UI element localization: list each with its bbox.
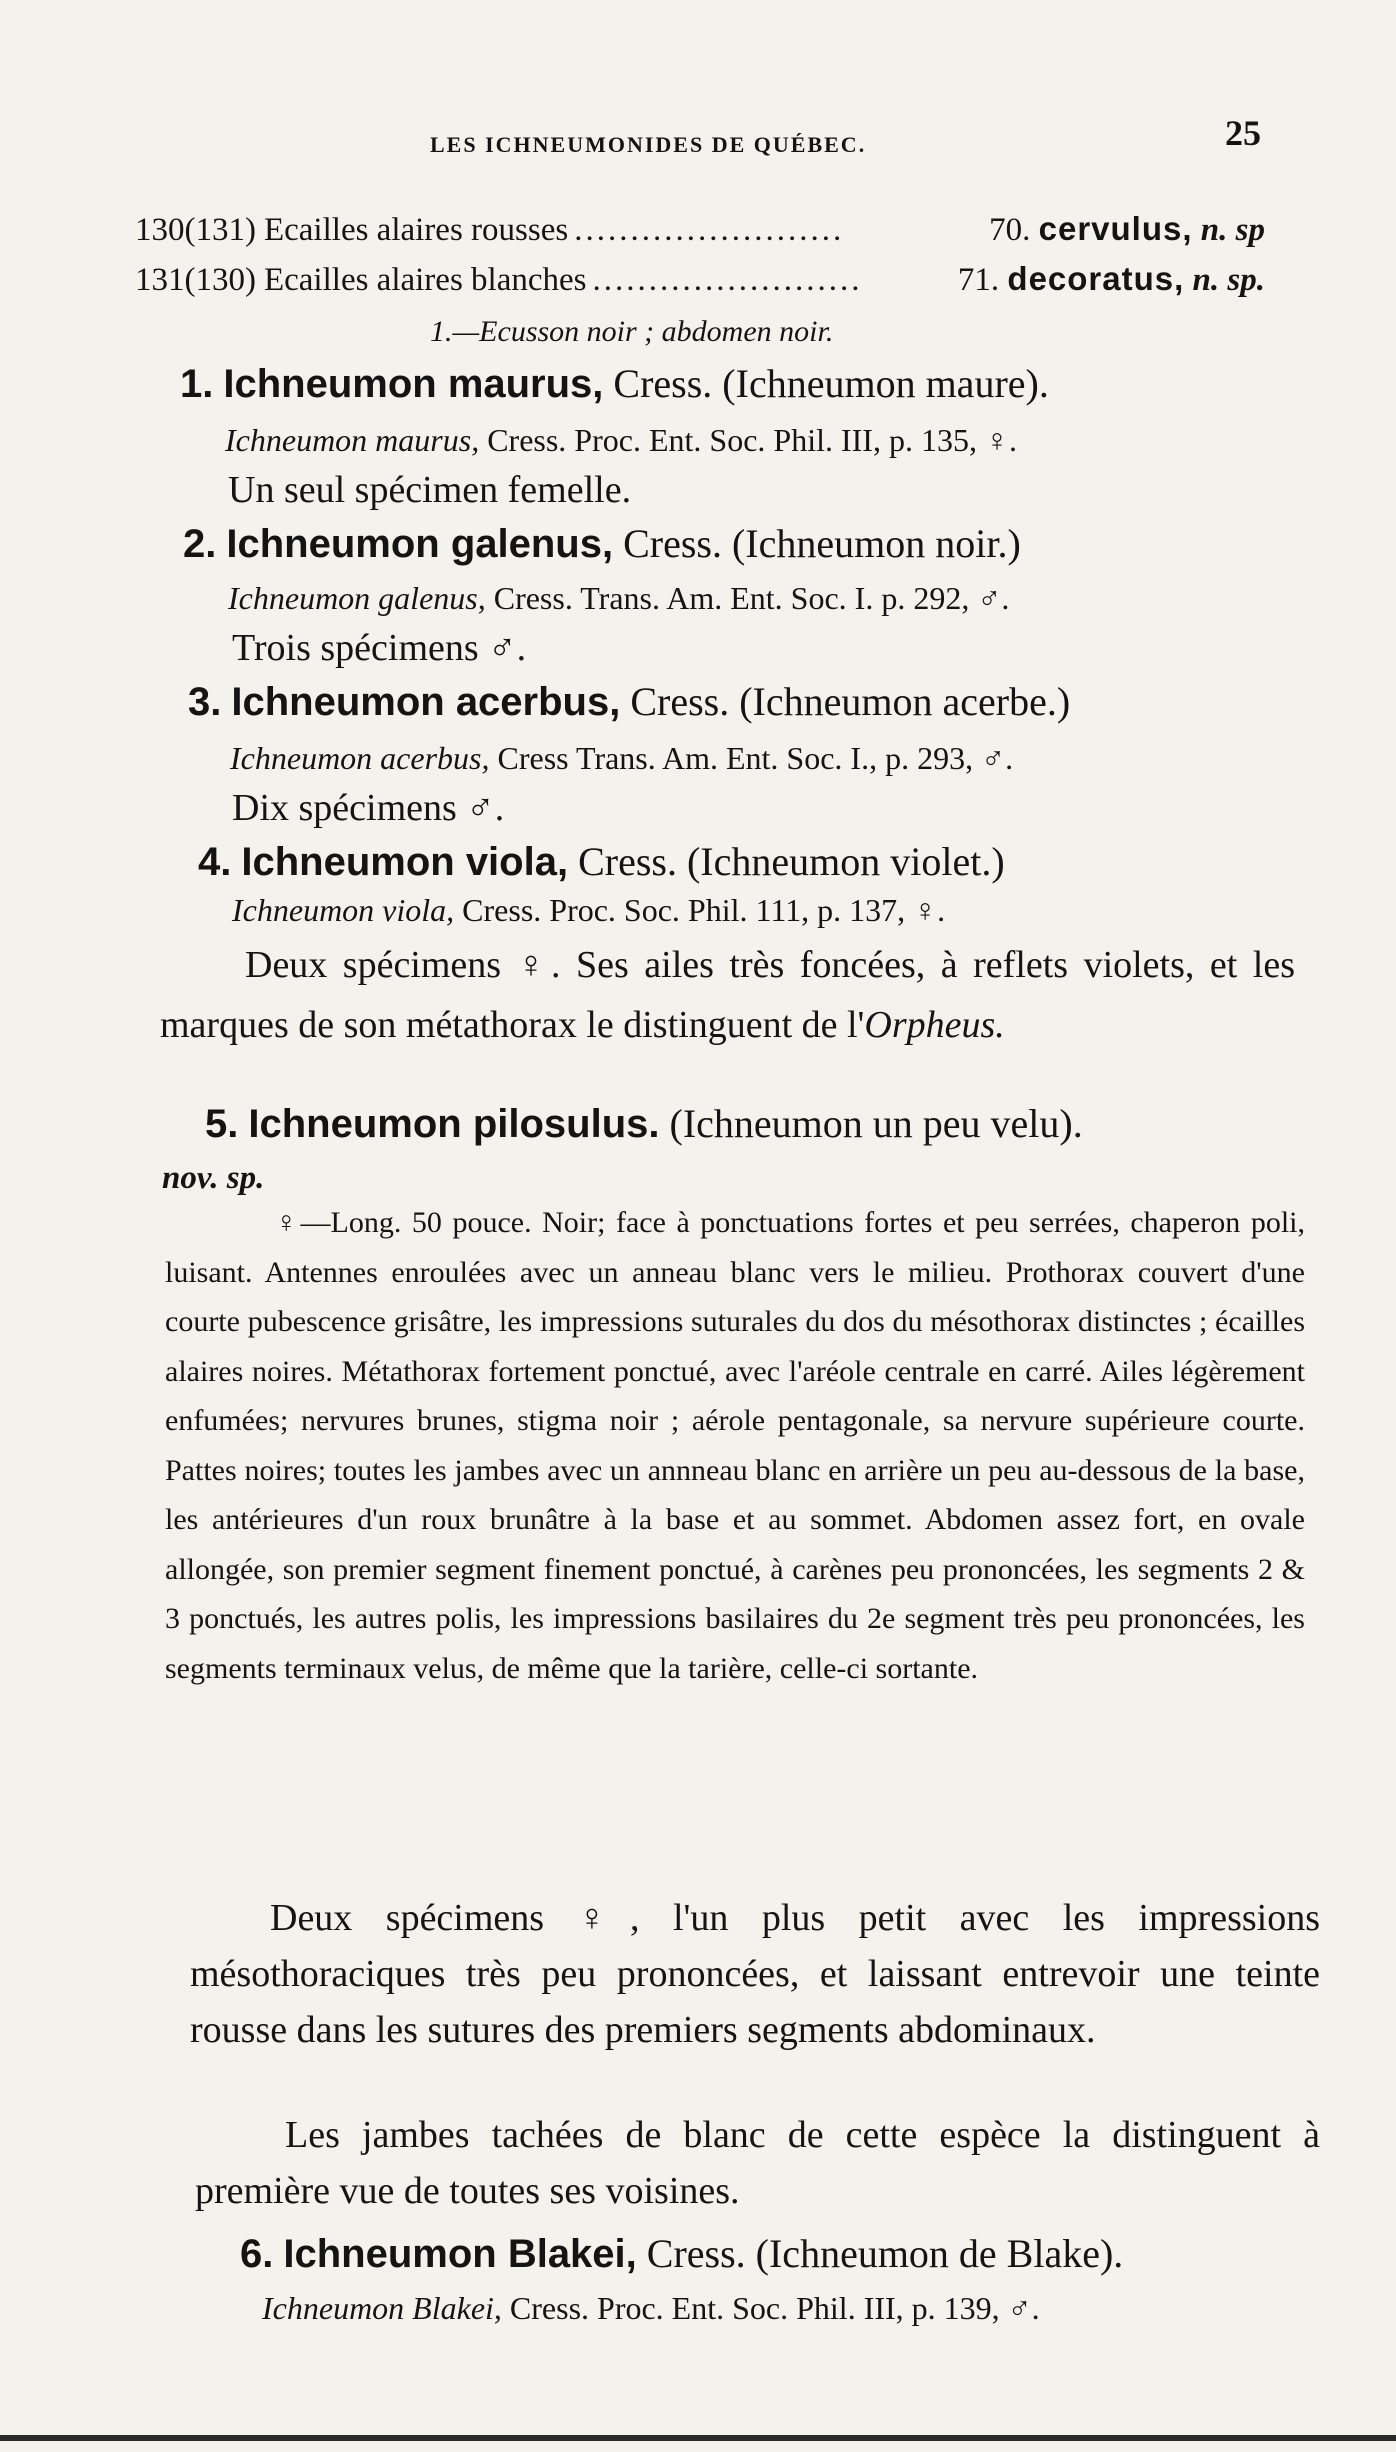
species-author: Cress. (Ichneumon noir.) (613, 521, 1021, 566)
species-number: 5. (205, 1102, 239, 1146)
species-author: Cress. (Ichneumon violet.) (568, 839, 1005, 884)
species-name: Ichneumon viola, (241, 840, 569, 884)
species-number: 6. (240, 2232, 274, 2276)
key-couplet-number: 130(131) (135, 212, 256, 248)
species-name: Ichneumon Blakei, (283, 2232, 637, 2276)
page-number: 25 (1225, 113, 1261, 153)
species-citation (230, 740, 1013, 777)
species-heading (188, 678, 1070, 725)
key-result-name: decoratus, (1007, 260, 1185, 297)
citation-reference: Cress. Proc. Ent. Soc. Phil. III, p. 139, ♂. (501, 2290, 1040, 2326)
section-heading: 1.—Ecusson noir ; abdomen noir. (430, 315, 834, 348)
key-text: Ecailles alaires blanches (263, 262, 587, 298)
species-citation (225, 422, 1017, 459)
species-number: 2. (183, 522, 217, 566)
citation-reference: Cress. Proc. Ent. Soc. Phil. III, p. 135, ♀. (479, 422, 1017, 458)
citation-reference: Cress. Trans. Am. Ent. Soc. I. p. 292, ♂. (485, 580, 1010, 616)
key-result-name: cervulus, (1038, 210, 1193, 247)
species-author: (Ichneumon un peu velu). (659, 1101, 1083, 1146)
species-name: Ichneumon maurus, (223, 362, 604, 406)
species-description: ♀—Long. 50 pouce. Noir; face à ponctuations fortes et peu serrées, chaperon poli, luisant. Antennes enroulées avec un anneau blanc vers le milieu. Prothorax couvert d'une courte pubescence grisâtre, les impressions suturales du dos du mésothorax distinctes ; écailles alaires noires. Métathorax fortement ponctué, avec l'aréole centrale en carré. Ailes légèrement enfumées; nervures brunes, stigma noir ; aérole pentagonale, sa nervure supérieure courte. Pattes noires; toutes les jambes avec un annneau blanc en arrière un peu au-dessous de la base, les antérieures d'un roux brunâtre à la base et au sommet. Abdomen assez fort, en ovale allongée, son premier segment finement ponctué, à carènes peu prononcées, les segments 2 & 3 ponctués, les autres polis, les impressions basilaires du 2e segment très peu prononcées, les segments terminaux velus, de même que la tarière, celle-ci sortante. (165, 1206, 1305, 1685)
species-name: Ichneumon pilosulus. (248, 1102, 660, 1146)
species-heading (240, 2230, 1123, 2277)
species-number: 1. (180, 362, 214, 406)
key-line (135, 210, 1265, 249)
viola-paragraph-text: Deux spécimens ♀. Ses ailes très foncées, à reflets violets, et les marques de son métathorax le distinguent de l' (160, 944, 1295, 1046)
species-number: 3. (188, 680, 222, 724)
species-note: Un seul spécimen femelle. (228, 469, 632, 511)
citation-name: Ichneumon galenus, (228, 580, 486, 616)
key-leader-dots: ........................ (574, 212, 845, 248)
key-result (989, 210, 1265, 249)
specimens-paragraph: Deux spécimens ♀, l'un plus petit avec les impressions mésothoraciques très peu prononcées, et laissant entrevoir une teinte rousse dans les sutures des premiers segments abdominaux. (190, 1897, 1320, 2051)
species-heading (180, 360, 1049, 407)
key-text: Ecailles alaires rousses (263, 212, 569, 248)
citation-name: Ichneumon acerbus, (230, 740, 490, 776)
species-note: Dix spécimens ♂. (232, 787, 505, 829)
running-header: LES ICHNEUMONIDES DE QUÉBEC. (430, 132, 867, 157)
viola-paragraph (160, 935, 1295, 1055)
page-bottom-rule (0, 2435, 1396, 2441)
species-citation (232, 892, 945, 929)
key-result-tag: n. sp (1200, 212, 1265, 248)
species-name: Ichneumon acerbus, (231, 680, 621, 724)
species-heading (198, 838, 1005, 885)
species-number: 4. (198, 840, 232, 884)
key-result-number: 71. (957, 262, 1000, 298)
key-result-number: 70. (989, 212, 1031, 248)
species-heading (183, 520, 1021, 567)
key-couplet-number: 131(130) (135, 262, 256, 298)
citation-reference: Cress Trans. Am. Ent. Soc. I., p. 293, ♂. (489, 740, 1014, 776)
species-author: Cress. (Ichneumon acerbe.) (620, 679, 1071, 724)
key-leader-dots: ........................ (592, 262, 863, 298)
citation-name: Ichneumon viola, (232, 892, 455, 928)
key-result-tag: n. sp. (1192, 262, 1265, 298)
key-result (958, 260, 1265, 299)
citation-name: Ichneumon maurus, (225, 422, 480, 458)
species-heading (205, 1100, 1083, 1147)
species-author: Cress. (Ichneumon de Blake). (636, 2231, 1124, 2276)
legs-paragraph: Les jambes tachées de blanc de cette espèce la distinguent à première vue de toutes ses voisines. (195, 2114, 1320, 2212)
key-line (135, 260, 1265, 299)
species-name: Ichneumon galenus, (226, 522, 614, 566)
viola-paragraph-italic: Orpheus. (864, 1004, 1005, 1046)
nov-sp-label: nov. sp. (162, 1160, 265, 1196)
citation-name: Ichneumon Blakei, (262, 2290, 502, 2326)
citation-reference: Cress. Proc. Soc. Phil. 111, p. 137, ♀. (454, 892, 946, 928)
species-citation (228, 580, 1009, 617)
species-note: Trois spécimens ♂. (232, 627, 527, 669)
species-citation (262, 2290, 1040, 2327)
species-author: Cress. (Ichneumon maure). (603, 361, 1049, 406)
